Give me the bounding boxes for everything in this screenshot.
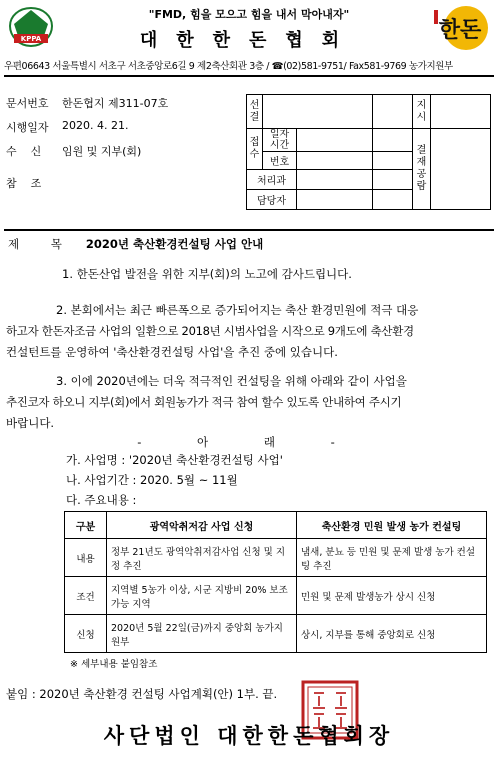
sender-name: 사단법인 대한한돈협회장 [103, 723, 395, 748]
item-main-content: 다. 주요내용 : [66, 493, 137, 507]
date-label: 시행일자 [6, 121, 49, 134]
handon-brand-logo [432, 4, 490, 52]
receive-label: 접수 [247, 129, 263, 170]
blank-cell [373, 95, 413, 129]
person-in-charge-label: 담당자 [247, 190, 297, 210]
blank-cell [373, 190, 413, 210]
approval-box [246, 94, 491, 210]
review-cell [431, 129, 491, 210]
table-header: 광역악취저감 사업 신청 [107, 512, 297, 539]
main-content-table [64, 511, 487, 653]
table-cell: 냄새, 분뇨 등 민원 및 문제 발생 농가 컨설팅 추진 [297, 539, 487, 577]
recipient-value: 임원 및 지부(회) [62, 145, 142, 158]
reference-label: 참 조 [6, 177, 42, 190]
blank-cell [373, 152, 413, 170]
number-label: 번호 [263, 152, 297, 170]
header-divider [4, 75, 494, 77]
item-project-period: 나. 사업기간 : 2020. 5월 ~ 11월 [66, 473, 238, 487]
table-cell: 신청 [65, 615, 107, 653]
below-heading: - 아 래 - [137, 435, 361, 449]
detail-note: ※ 세부내용 붙임참조 [70, 659, 158, 670]
paragraph-1: 1. 한돈산업 발전을 위한 지부(회)의 노고에 감사드립니다. [62, 267, 352, 281]
datetime-label: 일자시간 [263, 129, 297, 152]
table-cell: 정부 21년도 광역악취저감사업 신청 및 지정 추진 [107, 539, 297, 577]
number-cell [297, 152, 373, 170]
person-in-charge-cell [297, 190, 373, 210]
subject-label: 제 목 [8, 237, 76, 251]
blank-cell [373, 129, 413, 152]
paragraph-2-line-1: 2. 본회에서는 최근 빠른폭으로 증가되어지는 축산 환경민원에 적극 대응 [56, 303, 419, 317]
recipient-label: 수 신 [6, 145, 42, 158]
table-row [65, 539, 487, 577]
paragraph-2-line-3: 컨설턴트를 운영하여 '축산환경컨설팅 사업'을 추진 중에 있습니다. [6, 345, 338, 359]
slogan: "FMD, 힘을 모으고 힘을 내서 막아내자" [148, 8, 350, 21]
doc-number-label: 문서번호 [6, 97, 49, 110]
item-project-name: 가. 사업명 : '2020년 축산환경컨설팅 사업' [66, 453, 283, 467]
process-dept-cell [297, 170, 373, 190]
pre-decision-label: 선결 [247, 95, 263, 129]
contact-address: 우편06643 서울특별시 서초구 서초중앙로6길 9 제2축산회관 3층 / ☎(02)581-9751/ Fax581-9769 농가지원부 [4, 61, 453, 72]
attachment-line: 붙임 : 2020년 축산환경 컨설팅 사업계획(안) 1부. 끝. [6, 687, 278, 701]
table-cell: 조건 [65, 577, 107, 615]
review-label: 결재공람 [413, 129, 431, 210]
table-cell: 내용 [65, 539, 107, 577]
table-cell: 민원 및 문제 발생농가 상시 신청 [297, 577, 487, 615]
svg-text:KPPA: KPPA [20, 35, 42, 43]
datetime-cell [297, 129, 373, 152]
paragraph-3-line-1: 3. 이에 2020년에는 더욱 적극적인 컨설팅을 위해 아래와 같이 사업을 [56, 374, 407, 388]
subject-divider [4, 229, 494, 231]
organization-title: 대한한돈협회 [139, 30, 359, 51]
subject-line [8, 236, 263, 252]
svg-text:한돈: 한돈 [438, 17, 482, 43]
date-value: 2020. 4. 21. [62, 119, 129, 132]
process-dept-label: 처리과 [247, 170, 297, 190]
table-cell: 2020년 5월 22일(금)까지 중앙회 농가지원부 [107, 615, 297, 653]
table-row [65, 615, 487, 653]
directive-cell [431, 95, 491, 129]
table-header: 구분 [65, 512, 107, 539]
paragraph-3-line-3: 바랍니다. [6, 416, 55, 430]
paragraph-2-line-2: 하고자 한돈자조금 사업의 일환으로 2018년 시범사업을 시작으로 9개도에 축산환경 [6, 324, 414, 338]
subject-value: 2020년 축산환경컨설팅 사업 안내 [85, 237, 264, 251]
table-cell: 상시, 지부를 통해 중앙회로 신청 [297, 615, 487, 653]
table-row [65, 577, 487, 615]
pre-decision-cell [263, 95, 373, 129]
table-header: 축산환경 민원 발생 농가 컨설팅 [297, 512, 487, 539]
paragraph-3-line-2: 추진코자 하오니 지부(회)에서 회원농가가 적극 참여 할수 있도록 안내하여 주시기 [6, 395, 402, 409]
doc-number-value: 한돈협지 제311-07호 [62, 97, 169, 110]
table-cell: 지역별 5농가 이상, 시군 지방비 20% 보조 가능 지역 [107, 577, 297, 615]
blank-cell [373, 170, 413, 190]
directive-label: 지시 [413, 95, 431, 129]
